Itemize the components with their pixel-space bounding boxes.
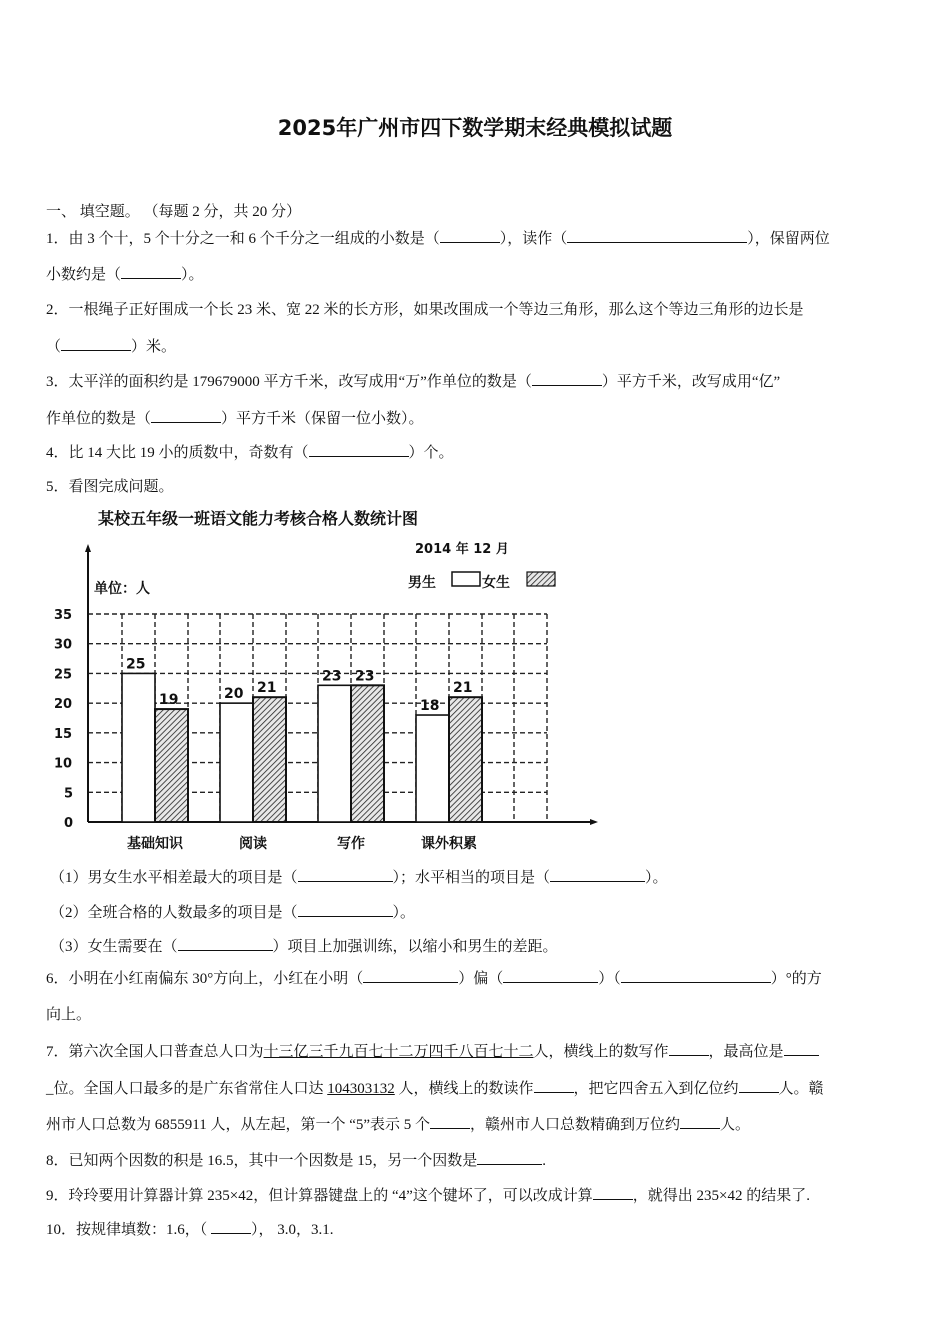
answer-blank[interactable]	[298, 867, 393, 882]
question-text: 人。赣	[778, 1081, 824, 1097]
bar-value-label: 20	[224, 686, 244, 703]
underlined-number: 104303132	[327, 1081, 395, 1097]
bar-value-label: 21	[257, 680, 277, 697]
x-category-label: 课外积累	[421, 836, 477, 852]
y-tick-label: 30	[54, 637, 73, 653]
question-text: （2）全班合格的人数最多的项目是（	[50, 905, 298, 921]
question-text: ）°的方	[770, 971, 822, 987]
chart-title: 某校五年级一班语文能力考核合格人数统计图	[98, 509, 419, 528]
question-10-line	[46, 1219, 334, 1240]
answer-blank[interactable]	[567, 228, 747, 243]
question-text: 州市人口总数为 6855911 人，从左起，第一个 “5”表示 5 个	[46, 1117, 431, 1133]
question-text: （3）女生需要在（	[50, 939, 178, 955]
question-text: ，赣州市人口总数精确到万位约	[470, 1117, 681, 1133]
question-text: 8．已知两个因数的积是 16.5，其中一个因数是 15，另一个因数是	[46, 1153, 478, 1169]
question-text: 5．看图完成问题。	[46, 479, 174, 495]
underlined-number: 十三亿三千九百七十二万四千八百七十二	[263, 1044, 534, 1060]
answer-blank[interactable]	[298, 902, 393, 917]
answer-blank[interactable]	[534, 1078, 574, 1093]
question-1-line	[46, 228, 830, 249]
sub-question-3	[50, 936, 558, 957]
question-text: ）。	[645, 870, 668, 886]
question-text: 2．一根绳子正好围成一个长 23 米、宽 22 米的长方形，如果改围成一个等边三角形，那么这个等边三角形的边长是	[46, 302, 804, 318]
question-text: ）个。	[408, 445, 454, 461]
question-text: ）（	[598, 971, 621, 987]
question-2-line	[46, 300, 804, 320]
bar-value-label: 18	[420, 698, 440, 715]
bar-boys	[220, 703, 253, 822]
bar-girls	[253, 697, 286, 822]
question-text: .	[542, 1153, 547, 1169]
bar-value-label: 23	[322, 668, 342, 685]
legend-label-boys: 男生	[408, 575, 436, 591]
question-text: 向上。	[46, 1007, 92, 1023]
bar-girls	[449, 697, 482, 822]
question-9-line	[46, 1185, 810, 1206]
y-axis-unit-label: 单位：人	[94, 581, 150, 597]
bar-boys	[318, 685, 351, 822]
x-category-label: 阅读	[239, 836, 267, 852]
answer-blank[interactable]	[784, 1041, 819, 1056]
question-6-line	[46, 968, 822, 989]
sub-question-1	[50, 867, 668, 888]
question-6-line	[46, 1005, 91, 1025]
question-3-line	[46, 371, 780, 392]
question-1-line	[46, 264, 204, 285]
answer-blank[interactable]	[178, 936, 273, 951]
y-tick-label: 15	[54, 726, 73, 742]
answer-blank[interactable]	[363, 968, 458, 983]
bar-boys	[416, 715, 449, 822]
question-8-line	[46, 1150, 546, 1171]
answer-blank[interactable]	[550, 867, 645, 882]
question-text: 10．按规律填数：1.6，（	[46, 1222, 212, 1238]
y-tick-label: 25	[54, 667, 73, 683]
answer-blank[interactable]	[211, 1219, 251, 1234]
question-text: 9．玲玲要用计算器计算 235×42，但计算器键盘上的 “4”这个键坏了，可以改成计算	[46, 1188, 593, 1204]
answer-blank[interactable]	[669, 1041, 709, 1056]
answer-blank[interactable]	[121, 264, 181, 279]
question-text: ）；水平相当的项目是（	[392, 870, 551, 886]
question-text: ，就得出 235×42 的结果了.	[632, 1188, 810, 1204]
question-text: 人，横线上的数写作	[533, 1044, 669, 1060]
answer-blank[interactable]	[532, 371, 602, 386]
question-5-line	[46, 477, 174, 497]
question-text: ）。	[392, 905, 416, 921]
question-text: 6．小明在小红南偏东 30°方向上，小红在小明（	[46, 971, 364, 987]
bar-girls	[351, 685, 384, 822]
page-title: 2025年广州市四下数学期末经典模拟试题	[277, 116, 673, 140]
y-tick-label: 35	[54, 608, 73, 623]
y-tick-label: 0	[64, 816, 74, 831]
bar-value-label: 23	[355, 668, 375, 685]
answer-blank[interactable]	[477, 1150, 542, 1165]
legend-swatch-boys	[452, 572, 480, 586]
answer-blank[interactable]	[61, 336, 131, 351]
question-text: ）偏（	[458, 971, 504, 987]
y-tick-label: 10	[54, 756, 73, 772]
question-text: ，最高位是	[708, 1044, 784, 1060]
sub-question-2	[50, 902, 415, 923]
answer-blank[interactable]	[621, 968, 771, 983]
bar-girls	[155, 709, 188, 822]
question-text: _位。全国人口最多的是广东省常住人口达	[46, 1081, 328, 1097]
question-3-line	[46, 408, 424, 429]
question-text: ）米。	[131, 339, 177, 355]
question-text: ）， 3.0，3.1.	[251, 1222, 334, 1238]
question-text: ），读作（	[499, 231, 568, 247]
answer-blank[interactable]	[680, 1114, 720, 1129]
answer-blank[interactable]	[151, 408, 221, 423]
y-tick-label: 20	[54, 697, 73, 713]
x-category-label: 写作	[337, 836, 365, 852]
question-4-line	[46, 442, 454, 463]
section-heading: 一、 填空题。 （每题 2 分，共 20 分）	[46, 204, 302, 220]
question-text: ），保留两位	[747, 231, 830, 247]
answer-blank[interactable]	[430, 1114, 470, 1129]
x-category-label: 基础知识	[127, 836, 183, 852]
chart-canvas	[50, 500, 610, 860]
chart-subtitle: 2014 年 12 月	[415, 542, 509, 557]
y-tick-label: 5	[64, 786, 74, 802]
question-7-line	[46, 1041, 819, 1062]
question-7-line	[46, 1114, 750, 1135]
bar-value-label: 19	[159, 692, 179, 709]
answer-blank[interactable]	[440, 228, 500, 243]
legend-swatch-girls	[527, 572, 555, 586]
question-7-line	[46, 1078, 824, 1099]
question-text: ）平方千米，改写成用“亿”	[601, 374, 781, 390]
answer-blank[interactable]	[593, 1185, 633, 1200]
question-text: 3．太平洋的面积约是 179679000 平方千米，改写成用“万”作单位的数是（	[46, 374, 532, 390]
question-text: ）平方千米（保留一位小数）。	[221, 411, 424, 427]
question-text: ）。	[181, 267, 204, 283]
bar-boys	[122, 673, 155, 822]
answer-blank[interactable]	[309, 442, 409, 457]
question-text: ，把它四舍五入到亿位约	[573, 1081, 739, 1097]
question-2-line	[46, 336, 176, 357]
question-text: 作单位的数是（	[46, 411, 152, 427]
question-text: 1．由 3 个十，5 个十分之一和 6 个千分之一组成的小数是（	[46, 231, 440, 247]
bar-chart	[50, 500, 610, 860]
answer-blank[interactable]	[739, 1078, 779, 1093]
legend-label-girls: 女生	[482, 575, 510, 591]
question-text: 人，横线上的数读作	[394, 1081, 534, 1097]
bar-value-label: 21	[453, 680, 473, 697]
x-axis-arrow-icon	[590, 819, 598, 825]
y-axis-arrow-icon	[85, 544, 91, 552]
question-text: 7．第六次全国人口普查总人口为	[46, 1044, 264, 1060]
question-text: 4．比 14 大比 19 小的质数中，奇数有（	[46, 445, 309, 461]
question-text: ）项目上加强训练，以缩小和男生的差距。	[272, 939, 558, 955]
question-text: （1）男女生水平相差最大的项目是（	[50, 870, 298, 886]
question-text: （	[46, 339, 62, 355]
question-text: 人。	[720, 1117, 751, 1133]
question-text: 小数约是（	[46, 267, 122, 283]
answer-blank[interactable]	[503, 968, 598, 983]
bar-value-label: 25	[126, 656, 146, 673]
